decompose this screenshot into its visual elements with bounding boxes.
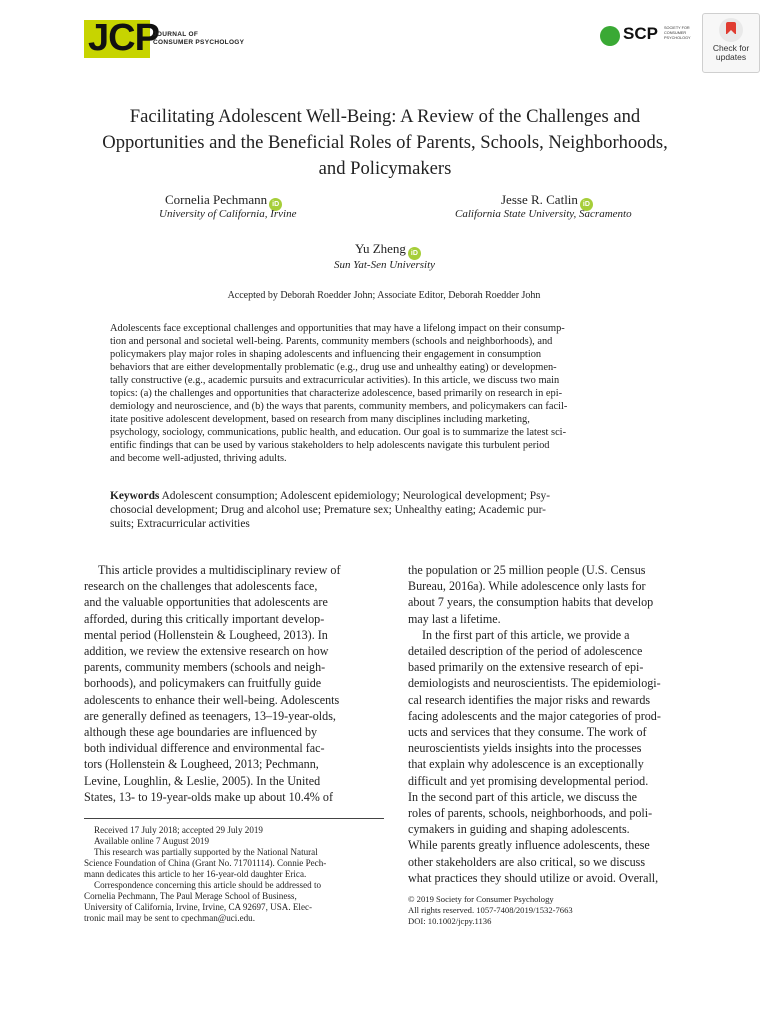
body-left-column (84, 562, 384, 805)
society-name: SOCIETY FOR CONSUMER PSYCHOLOGY (664, 26, 691, 40)
check-for-updates-button[interactable] (702, 13, 760, 73)
author-name: Yu Zheng (355, 241, 406, 256)
keywords: Keywords Adolescent consumption; Adolescent epidemiology; Neurological development; Psy- chosocial development; Drug and alcohol use; Premature sex; Unhealthy eating; Academic pur- suits; Extracurricular activities (110, 490, 551, 530)
footnote-divider (84, 818, 384, 819)
author-affiliation: University of California, Irvine (159, 208, 297, 220)
author-name: Cornelia Pechmann (165, 192, 268, 207)
correspondence-note: Correspondence concerning this article should be addressed to Cornelia Pechmann, The Paul Merage School of Business, University of California, Irvine, Irvine, CA 92697, USA. Elec- tronic mail may be sent to cpechman@uci.edu. (84, 880, 322, 923)
society-abbreviation: SCP (623, 24, 658, 43)
body-paragraph: In the first part of this article, we provide a detailed description of the period of adolescence based primarily on the extensive research of epi- demiologists and neuroscientists. The epidemiologi- cal research identifies the major risks and rewards facing adolescents and the major categories of prod- ucts and services that they consume. The work of neuroscientists yields insights into the processes that explain why adolescence is an exceptionally difficult and yet promising developmental period. In the second part of this article, we discuss the roles of parents, schools, neighborhoods, and poli- cymakers in guiding and shaping adolescents. While parents greatly influence adolescents, these other stakeholders are also critical, so we discuss what practices they should utilize or avoid. Overall, (408, 627, 661, 885)
author-name: Jesse R. Catlin (501, 192, 578, 207)
accepted-by-line: Accepted by Deborah Roedder John; Associate Editor, Deborah Roedder John (227, 290, 541, 301)
body-right-column (408, 562, 708, 886)
check-for-updates-label: Check for updates (712, 43, 750, 62)
abstract: Adolescents face exceptional challenges and opportunities that may have a lifelong impact on their consump- tion and personal and societal well-being. Parents, community members (schools and neighborhoods), and policymakers play major roles in shaping adolescents and influencing their engagement in consumption behaviors that are either developmentally problematic (e.g., drug use and unhealthy eating) or developmen- tally constructive (e.g., academic pursuits and extracurricular activities). In this article, we discuss two main topics: (a) the challenges and opportunities that characterize adolescence, based primarily on research in epi- demiology and neuroscience, and (b) the ways that parents, community members, and policymakers can facil- itate positive adolescent development, based on research from many disciplines including marketing, psychology, sociology, communications, public health, and education. Our goal is to summarize the latest sci- entific findings that can be used by various stakeholders to help adolescents navigate this turbulent period and become well-adjusted, thriving adults. (110, 323, 568, 464)
author-affiliation: California State University, Sacramento (455, 208, 632, 220)
orcid-icon[interactable]: iD (408, 247, 421, 260)
orcid-icon[interactable]: iD (580, 198, 593, 211)
journal-abbreviation: JCP (88, 17, 159, 59)
funding-note: This research was partially supported by the National Natural Science Foundation of China (Grant No. 71701114). Connie Pech- mann dedicates this article to her 16-year-old daughter Erica. (84, 847, 327, 879)
keywords-label: Keywords (110, 490, 160, 502)
received-dates: Received 17 July 2018; accepted 29 July 2019 (94, 825, 263, 835)
body-paragraph: the population or 25 million people (U.S. Census Bureau, 2016a). While adolescence only lasts for about 7 years, the consumption habits that develop may last a lifetime. (408, 563, 654, 626)
crossmark-icon (719, 18, 743, 42)
orcid-icon[interactable]: iD (269, 198, 282, 211)
journal-name: JOURNAL OF CONSUMER PSYCHOLOGY (153, 31, 245, 46)
author-3 (355, 240, 421, 260)
society-logo-icon (600, 26, 620, 46)
body-paragraph: This article provides a multidisciplinary review of research on the challenges that adolescents face, and the valuable opportunities that adolescents are afforded, during this critically important develop- mental period (Hollenstein & Lougheed, 2013). In addition, we review the extensive research on how parents, community members (schools and neigh- borhoods), and policymakers can fruitfully guide adolescents to enhance their well-being. Adolescents are generally defined as teenagers, 13–19-year-olds, although these age boundaries are influenced by both individual difference and environmental fac- tors (Hollenstein & Lougheed, 2013; Pechmann, Levine, Loughlin, & Leslie, 2005). In the United States, 13- to 19-year-olds make up about 10.4% of (84, 563, 341, 804)
footnotes (84, 825, 384, 924)
author-affiliation: Sun Yat-Sen University (334, 259, 436, 271)
copyright-block: © 2019 Society for Consumer Psychology All rights reserved. 1057-7408/2019/1532-7663 DOI: 10.1002/jcpy.1136 (408, 894, 708, 927)
online-date: Available online 7 August 2019 (94, 836, 210, 846)
article-title: Facilitating Adolescent Well-Being: A Review of the Challenges and Opportunities and the Beneficial Roles of Parents, Schools, Neighborhoods, and Policymakers (102, 106, 668, 179)
doi-link[interactable]: DOI: 10.1002/jcpy.1136 (408, 916, 492, 926)
